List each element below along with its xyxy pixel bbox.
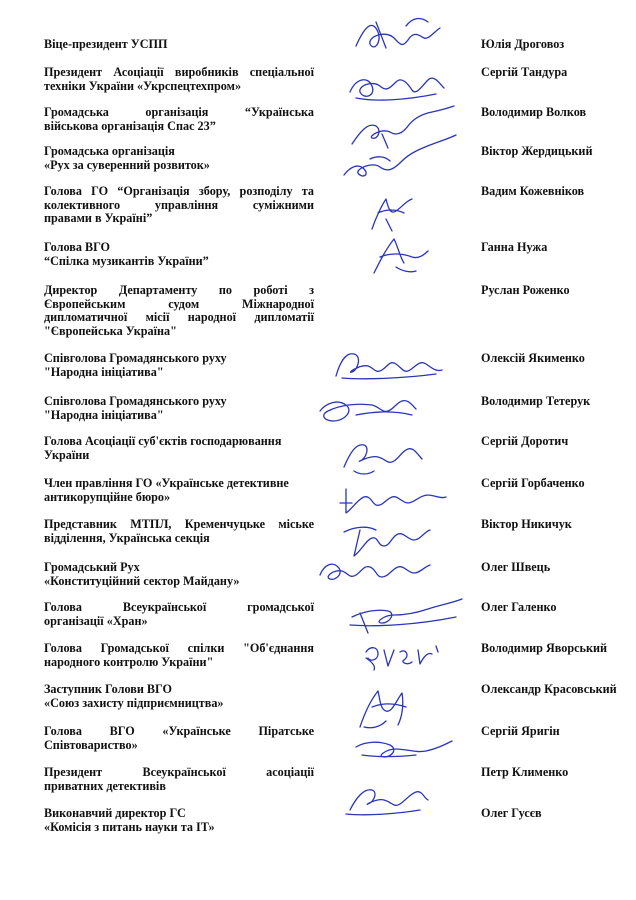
position-line: "Народна ініціатива" [44, 407, 164, 422]
position-line: "Народна ініціатива" [44, 364, 164, 379]
signatory-position [44, 284, 314, 338]
signatory-position [44, 38, 314, 52]
signatory-position [44, 241, 314, 268]
signatory-name: Руслан Роженко [481, 283, 570, 297]
signatory-position [44, 477, 314, 504]
position-line: Співголова Громадянського руху [44, 351, 227, 365]
position-line: колективного управління суміжними [44, 197, 314, 212]
position-line: Європейським судом Міжнародної [44, 296, 314, 311]
position-line: Виконавчий директор ГС [44, 806, 186, 820]
position-line: відділення, Українська секція [44, 530, 210, 545]
position-line: Голова Всеукраїнської громадської [44, 600, 314, 614]
position-line: "Європейська Україна" [44, 323, 177, 338]
position-line: Голова Асоціації суб'єктів господарювання [44, 434, 282, 448]
position-line: Президент Асоціації виробників спеціальної [44, 65, 314, 79]
position-line: «Комісія з питань науки та ІТ» [44, 819, 215, 834]
position-line: дипломатичної місії народної дипломатії [44, 310, 314, 325]
position-line: організації «Хран» [44, 613, 148, 628]
position-line: техніки України «Укрспецтехпром» [44, 78, 242, 93]
position-line: Представник МТПЛ, Кременчуцьке міське [44, 517, 314, 531]
signatory-position [44, 66, 314, 93]
signatory-name: Сергій Яригін [481, 724, 560, 738]
signatory-position [44, 106, 314, 133]
handwritten-signature [316, 227, 476, 279]
signatory-name: Сергій Тандура [481, 65, 568, 79]
position-line: Член правління ГО «Українське детективне [44, 476, 289, 490]
signatory-position [44, 185, 314, 226]
signatory-name: Петр Клименко [481, 765, 569, 779]
position-line: Голова ВГО [44, 240, 111, 254]
signatory-position [44, 352, 314, 379]
signatory-name: Віктор Никичук [481, 517, 572, 531]
position-line: “Спілка музикантів України” [44, 253, 209, 268]
position-line: народного контролю України" [44, 654, 214, 669]
signatory-position [44, 807, 314, 834]
signatory-position [44, 145, 314, 172]
position-line: Громадський Рух [44, 560, 140, 574]
signatory-name: Олег Швець [481, 560, 551, 574]
position-line: правами в Україні” [44, 211, 153, 226]
position-line: антикорупційне бюро» [44, 489, 171, 504]
position-line: Громадська організація [44, 144, 175, 158]
position-line: «Конституційний сектор Майдану» [44, 573, 240, 588]
position-line: Заступник Голови ВГО [44, 682, 172, 696]
position-line: «Союз захисту підприємництва» [44, 695, 224, 710]
signatory-position [44, 766, 314, 793]
handwritten-signature [316, 677, 476, 729]
signatory-name: Олег Галенко [481, 600, 557, 614]
position-line: Директор Департаменту по роботі з [44, 283, 314, 297]
signatory-position [44, 395, 314, 422]
signatory-name: Володимир Яворський [481, 641, 608, 655]
signatory-name: Вадим Кожевніков [481, 184, 585, 198]
signatory-name: Володимир Волков [481, 105, 587, 119]
signatory-name: Юлія Дроговоз [481, 37, 565, 51]
signatory-name: Віктор Жердицький [481, 144, 593, 158]
signatory-position [44, 642, 314, 669]
position-line: України [44, 447, 90, 462]
signatory-position [44, 725, 314, 752]
signatory-name: Володимир Тетерук [481, 394, 591, 408]
signatory-position [44, 683, 314, 710]
handwritten-signature [316, 139, 476, 191]
handwritten-signature [316, 770, 476, 822]
position-line: приватних детективів [44, 778, 166, 793]
position-line: військова організація Спас 23” [44, 118, 216, 133]
signatory-name: Ганна Нужа [481, 240, 548, 254]
signatory-name: Сергій Доротич [481, 434, 569, 448]
handwritten-signature [316, 723, 476, 775]
position-line: Співголова Громадянського руху [44, 394, 227, 408]
handwritten-signature [316, 381, 476, 433]
signatory-position [44, 435, 314, 462]
position-line: Голова Громадської спілки "Об'єднання [44, 641, 314, 655]
signatory-position [44, 561, 314, 588]
signatory-position [44, 518, 314, 545]
handwritten-signature [316, 8, 476, 60]
position-line: Співтовариство» [44, 737, 138, 752]
signatory-name: Олег Гусєв [481, 806, 542, 820]
position-line: Громадська організація “Українська [44, 105, 314, 119]
position-line: «Рух за суверенний розвиток» [44, 157, 210, 172]
signatory-position [44, 601, 314, 628]
signatory-name: Олександр Красовський [481, 682, 617, 696]
position-line: Президент Всеукраїнської асоціації [44, 765, 314, 779]
position-line: Голова ГО “Організація збору, розподілу та [44, 184, 314, 198]
signatory-name: Олексій Якименко [481, 351, 585, 365]
position-line: Віце-президент УСПП [44, 37, 168, 51]
position-line: Голова ВГО «Українське Піратське [44, 724, 314, 738]
signatory-name: Сергій Горбаченко [481, 476, 585, 490]
